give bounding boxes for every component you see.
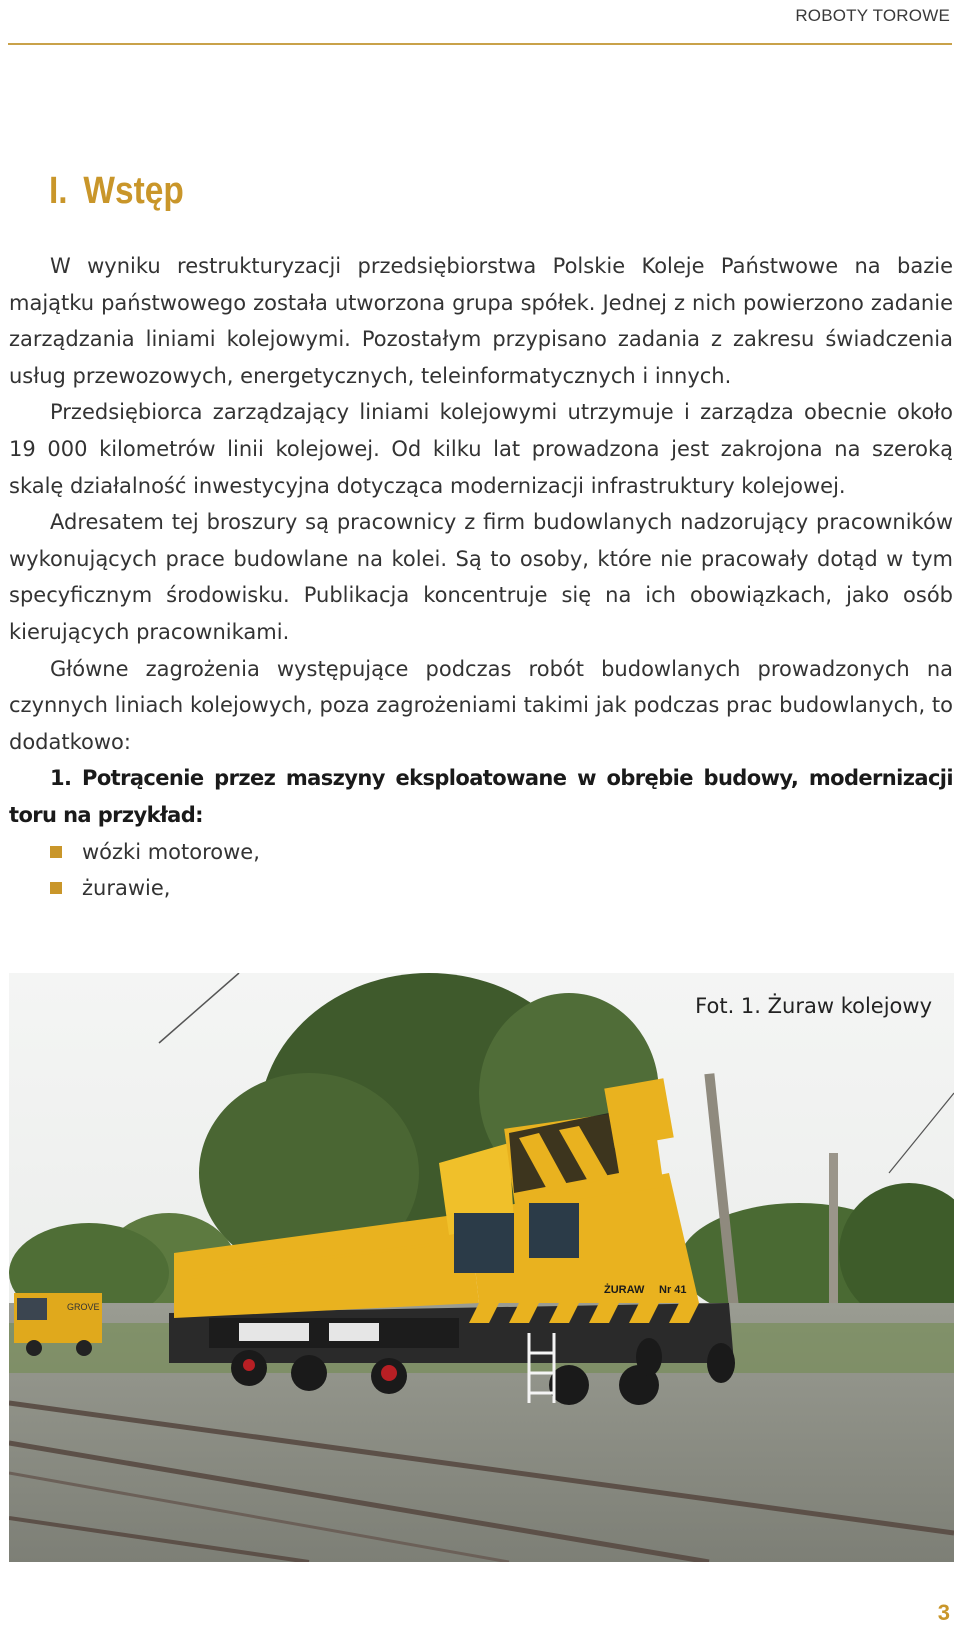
numbered-point: 1. Potrącenie przez maszyny eksploatowane w obrębie budowy, modernizacji toru na przykład: [9, 766, 953, 827]
body-text [9, 248, 953, 907]
paragraph: Główne zagrożenia występujące podczas robót budowlanych prowadzonych na czynnych liniach kolejowych, poza zagrożeniami takimi jak podczas prac budowlanych, to dodatkowo: [9, 656, 953, 754]
crane-number-plate: Nr 41 [659, 1284, 687, 1296]
paragraph: Przedsiębiorca zarządzający liniami kolejowymi utrzymuje i zarządza obecnie około 19 000 kilometrów linii kolejowej. Od kilku lat prowadzona jest zakrojona na szeroką skalę działalność inwestycyjna dotycząca modernizacji infrastruktury kolejowej. [9, 400, 953, 498]
photo-railway-crane [9, 973, 954, 1562]
list-item [50, 870, 953, 907]
list-item-text: żurawie, [82, 876, 171, 901]
square-bullet-icon [50, 846, 62, 858]
photo-caption: Fot. 1. Żuraw kolejowy [695, 994, 932, 1018]
buffer [707, 1343, 735, 1383]
section-heading [49, 170, 184, 213]
buffer [636, 1338, 662, 1376]
header-divider [8, 43, 952, 45]
list-item [50, 834, 953, 871]
bullet-list [9, 834, 953, 907]
crane-name-plate: ŻURAW [604, 1284, 645, 1296]
truck-brand-label: GROVE [67, 1302, 100, 1312]
section-title: Wstęp [83, 170, 184, 212]
page-number: 3 [937, 1600, 950, 1625]
section-number: I. [49, 170, 68, 212]
running-header: ROBOTY TOROWE [795, 6, 950, 25]
crane-illustration [9, 973, 954, 1562]
list-item-text: wózki motorowe, [82, 839, 260, 864]
square-bullet-icon [50, 882, 62, 894]
paragraph: Adresatem tej broszury są pracownicy z firm budowlanych nadzorujący pracowników wykonujących prace budowlane na kolei. Są to osoby, które nie pracowały dotąd w tym specyficznym środowisku. Publikacja koncentruje się na ich obowiązkach, jako osób kierujących pracownikami. [9, 510, 953, 644]
paragraph: W wyniku restrukturyzacji przedsiębiorstwa Polskie Koleje Państwowe na bazie majątku państwowego została utworzona grupa spółek. Jednej z nich powierzono zadanie zarządzania liniami kolejowymi. Pozostałym przypisano zadania z zakresu świadczenia usług przewozowych, energetycznych, teleinformatycznych i innych. [9, 254, 953, 388]
